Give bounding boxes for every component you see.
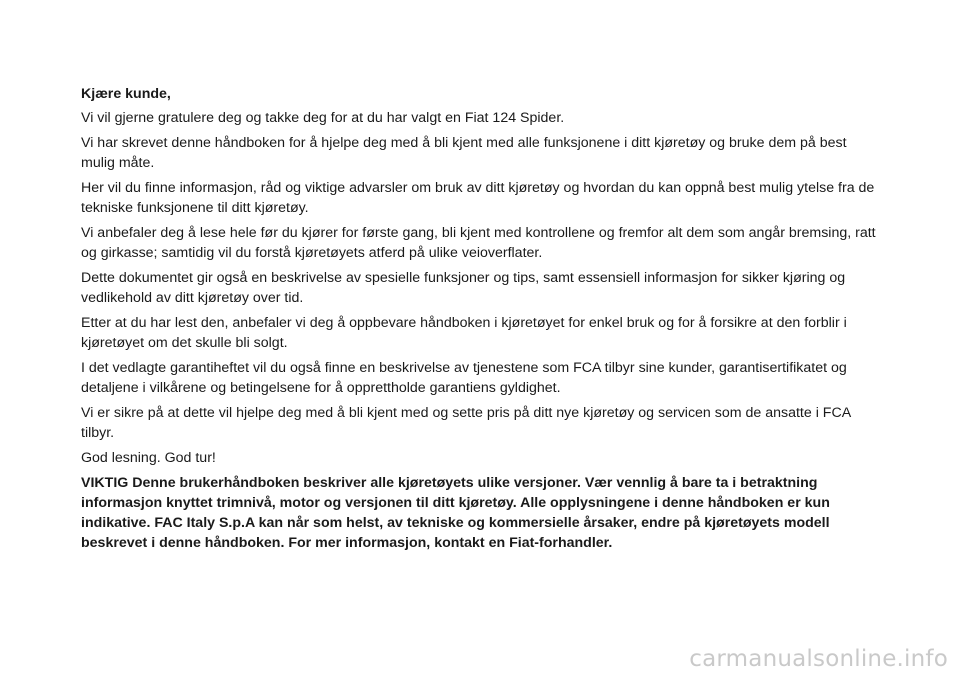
recommendation-paragraph: Vi anbefaler deg å lese hele før du kjører for første gang, bli kjent med kontrollene og fremfor alt dem som angår bremsing, ratt og girkasse; samtidig vil du forstå kjøretøyets atferd på ulike veioverflater. bbox=[81, 225, 876, 261]
description-paragraph: Dette dokumentet gir også en beskrivelse av spesielle funksjoner og tips, samt essensiell informasjon for sikker kjøring og vedlikehold av ditt kjøretøy over tid. bbox=[81, 270, 846, 306]
closing-paragraph: Vi er sikre på at dette vil hjelpe deg med å bli kjent med og sette pris på ditt nye kjøretøy og servicen som de ansatte i FCA tilbyr. bbox=[81, 405, 851, 441]
greeting-heading: Kjære kunde, bbox=[81, 86, 171, 102]
storage-paragraph: Etter at du har lest den, anbefaler vi deg å oppbevare håndboken i kjøretøyet for enkel bruk og for å forsikre at den forblir i kjøretøyet om det skulle bli solgt. bbox=[81, 315, 847, 351]
warranty-paragraph: I det vedlagte garantiheftet vil du også finne en beskrivelse av tjenestene som FCA tilbyr sine kunder, garantisertifikatet og detaljene i vilkårene og betingelsene for å opprettholde garantiens gyldighet. bbox=[81, 360, 847, 396]
farewell-paragraph: God lesning. God tur! bbox=[81, 450, 216, 466]
important-notice: VIKTIG Denne brukerhåndboken beskriver alle kjøretøyets ulike versjoner. Vær vennlig å bare ta i betraktning informasjon knyttet trimnivå, motor og versjonen til ditt kjøretøy. Alle opplysningene i denne håndboken er kun indikative. FAC Italy S.p.A kan når som helst, av tekniske og kommersielle årsaker, endre på kjøretøyets modell beskrevet i denne håndboken. For mer informasjon, kontakt en Fiat-forhandler. bbox=[81, 475, 830, 551]
site-watermark: carmanualsonline.info bbox=[689, 646, 948, 672]
info-paragraph: Her vil du finne informasjon, råd og viktige advarsler om bruk av ditt kjøretøy og hvordan du kan oppnå best mulig ytelse fra de tekniske funksjonene til ditt kjøretøy. bbox=[81, 180, 875, 216]
intro-paragraph: Vi vil gjerne gratulere deg og takke deg for at du har valgt en Fiat 124 Spider. bbox=[81, 110, 565, 126]
purpose-paragraph: Vi har skrevet denne håndboken for å hjelpe deg med å bli kjent med alle funksjonene i ditt kjøretøy og bruke dem på best mulig måte. bbox=[81, 135, 847, 171]
manual-page bbox=[81, 84, 881, 553]
